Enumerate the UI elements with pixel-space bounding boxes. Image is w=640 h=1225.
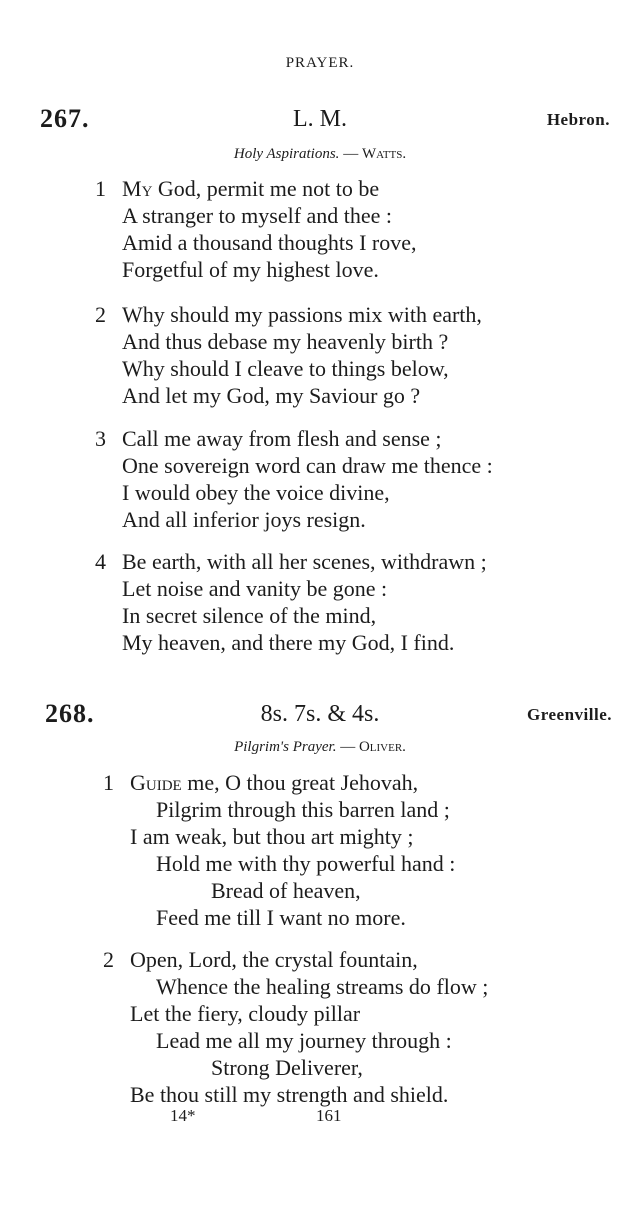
verse-line xyxy=(130,770,418,796)
stanza-number: 1 xyxy=(95,176,106,201)
drop-word-lead: M xyxy=(122,176,142,201)
stanza-number: 1 xyxy=(103,770,114,795)
verse-line: Hold me with thy powerful hand : xyxy=(156,851,456,876)
verse-line: Let the fiery, cloudy pillar xyxy=(130,1001,361,1026)
stanza-number: 3 xyxy=(95,426,106,451)
verse-line: And thus debase my heavenly birth ? xyxy=(122,329,449,354)
line-rest: God, permit me not to be xyxy=(152,176,380,201)
hymn-title: Holy Aspirations. xyxy=(233,146,340,162)
verse-line: Bread of heaven, xyxy=(211,878,361,903)
verse-line xyxy=(122,176,379,202)
verse-line: Why should I cleave to things below, xyxy=(122,356,449,381)
stanza-number: 2 xyxy=(95,302,106,327)
verse-line: Be thou still my strength and shield. xyxy=(130,1082,449,1107)
hymn-number: 268. xyxy=(45,699,95,728)
line-rest: me, O thou great Jehovah, xyxy=(181,770,419,795)
verse-line: Be earth, with all her scenes, withdrawn ; xyxy=(122,549,487,574)
subtitle-separator: — xyxy=(336,739,359,755)
hymn-268-header xyxy=(0,699,640,729)
hymn-268-subtitle xyxy=(0,739,640,756)
verse-line: Call me away from flesh and sense ; xyxy=(122,426,442,451)
verse-line: A stranger to myself and thee : xyxy=(122,203,393,228)
signature-mark: 14* xyxy=(170,1106,196,1125)
verse-line: And let my God, my Saviour go ? xyxy=(122,383,421,408)
page-number: 161 xyxy=(316,1106,342,1125)
verse-line: Why should my passions mix with earth, xyxy=(122,302,482,327)
verse-line: Pilgrim through this barren land ; xyxy=(156,797,450,822)
verse-line: Forgetful of my highest love. xyxy=(122,257,379,282)
hymn-tune-name: Greenville. xyxy=(527,705,612,724)
drop-word-rest: y xyxy=(141,176,153,201)
running-head: PRAYER. xyxy=(285,55,355,71)
verse-line: Amid a thousand thoughts I rove, xyxy=(122,230,417,255)
drop-word-rest: uide xyxy=(145,770,182,795)
hymn-267-header xyxy=(0,104,640,134)
verse-line: Strong Deliverer, xyxy=(211,1055,363,1080)
hymn-267-subtitle xyxy=(0,146,640,163)
stanza-number: 4 xyxy=(95,549,106,574)
verse-line: Feed me till I want no more. xyxy=(156,905,406,930)
verse-line: Lead me all my journey through : xyxy=(156,1028,452,1053)
verse-line: Whence the healing streams do flow ; xyxy=(156,974,489,999)
verse-line: Open, Lord, the crystal fountain, xyxy=(130,947,418,972)
hymn-title: Pilgrim's Prayer. xyxy=(234,739,337,755)
hymn-tune-name: Hebron. xyxy=(546,110,610,129)
stanza-number: 2 xyxy=(103,947,114,972)
subtitle-separator: — xyxy=(339,146,362,162)
verse-line: In secret silence of the mind, xyxy=(122,603,377,628)
verse-line: My heaven, and there my God, I find. xyxy=(122,630,455,655)
verse-line: One sovereign word can draw me thence : xyxy=(122,453,493,478)
verse-line: I would obey the voice divine, xyxy=(122,480,390,505)
hymn-meter: L. M. xyxy=(293,106,347,132)
hymn-author: Oliver. xyxy=(358,739,406,755)
drop-word-lead: G xyxy=(130,770,146,795)
verse-line: Let noise and vanity be gone : xyxy=(122,576,388,601)
hymn-author: Watts. xyxy=(361,146,407,162)
hymn-meter: 8s. 7s. & 4s. xyxy=(260,701,380,727)
verse-line: I am weak, but thou art mighty ; xyxy=(130,824,414,849)
hymn-number: 267. xyxy=(40,104,90,133)
verse-line: And all inferior joys resign. xyxy=(122,507,366,532)
